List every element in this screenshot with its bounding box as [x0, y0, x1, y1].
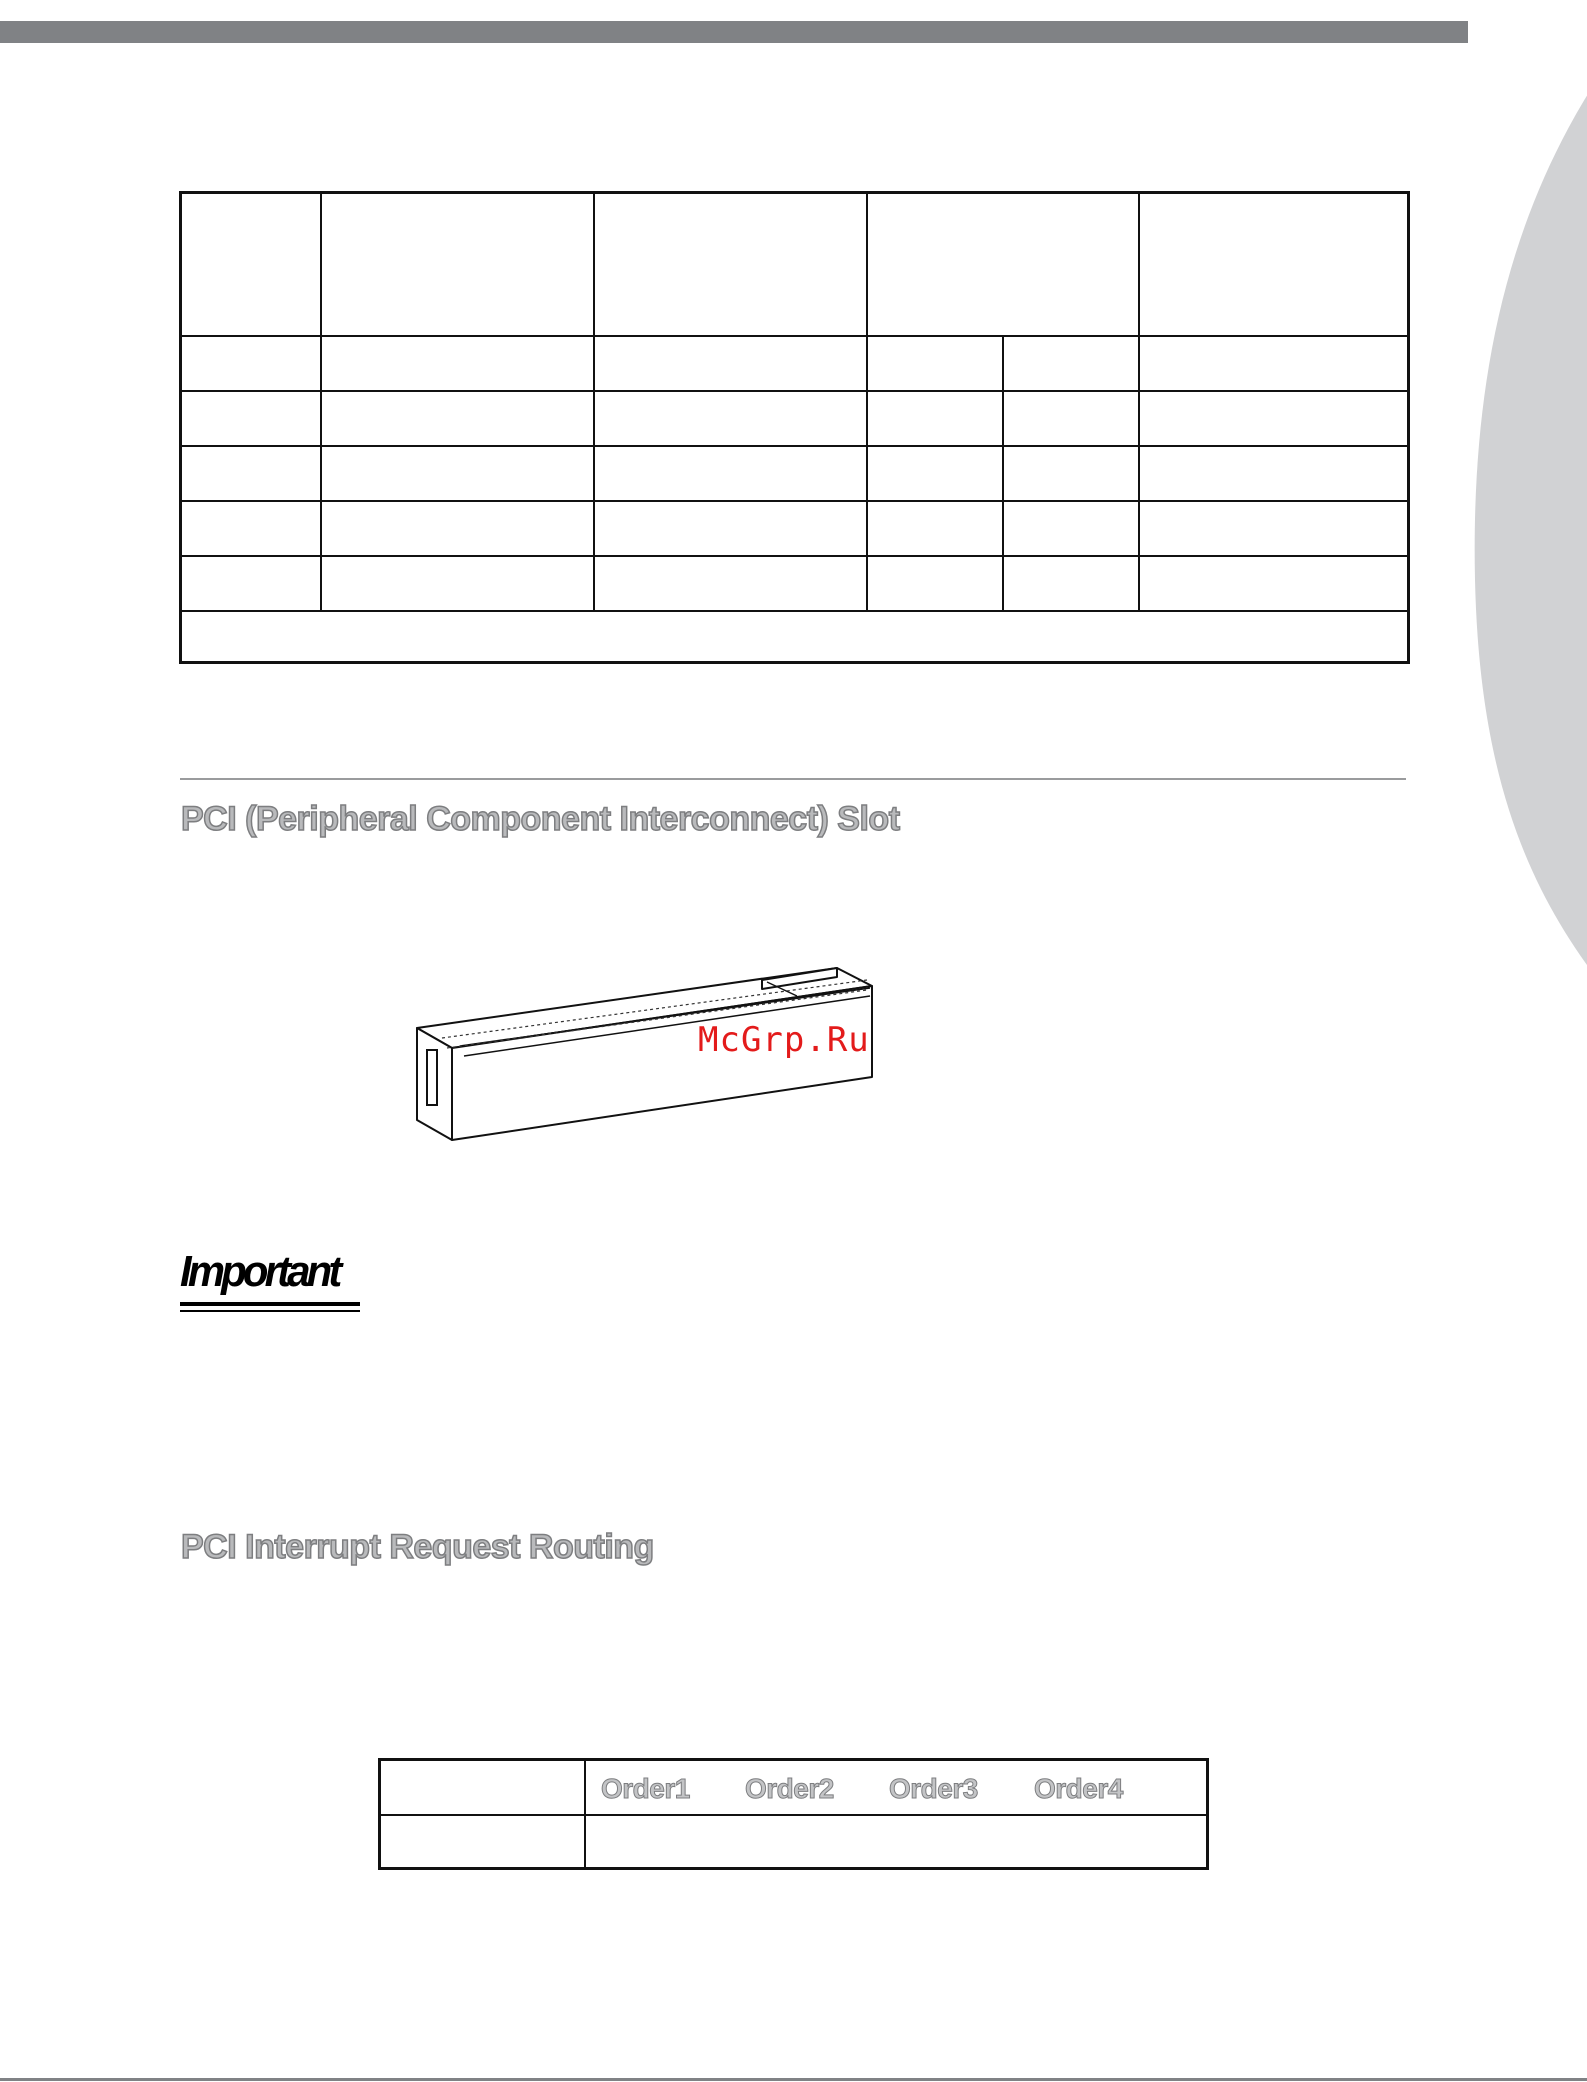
table-divider — [866, 194, 868, 611]
table-divider — [593, 194, 595, 611]
side-tab — [1460, 20, 1587, 1030]
important-underline — [180, 1302, 360, 1306]
table-row-line — [182, 445, 1407, 447]
important-label: Important — [180, 1247, 339, 1296]
spec-table — [179, 191, 1410, 664]
order-header-2: Order2 — [745, 1773, 834, 1804]
important-underline — [180, 1310, 360, 1312]
watermark: McGrp.Ru — [698, 1020, 870, 1060]
table-row-line — [182, 500, 1407, 502]
section-title-irq: PCI Interrupt Request Routing — [181, 1528, 654, 1566]
table-row-line — [381, 1814, 1206, 1816]
order-header-4: Order4 — [1034, 1773, 1123, 1804]
table-divider — [1138, 194, 1140, 611]
section-divider — [180, 778, 1406, 780]
table-row-line — [182, 555, 1407, 557]
table-divider — [1002, 335, 1004, 611]
order-header-1: Order1 — [601, 1773, 690, 1804]
table-row-line — [182, 335, 1407, 337]
top-bar — [0, 21, 1468, 43]
irq-order-table — [378, 1758, 1209, 1870]
section-title-pci: PCI (Peripheral Component Interconnect) Slot — [181, 800, 900, 838]
table-row-line — [182, 390, 1407, 392]
table-divider — [320, 194, 322, 611]
table-row-line — [182, 610, 1407, 612]
pci-slot-illustration — [412, 960, 882, 1190]
bottom-bar — [0, 2078, 1587, 2081]
important-callout — [180, 1247, 360, 1312]
order-header-3: Order3 — [889, 1773, 978, 1804]
